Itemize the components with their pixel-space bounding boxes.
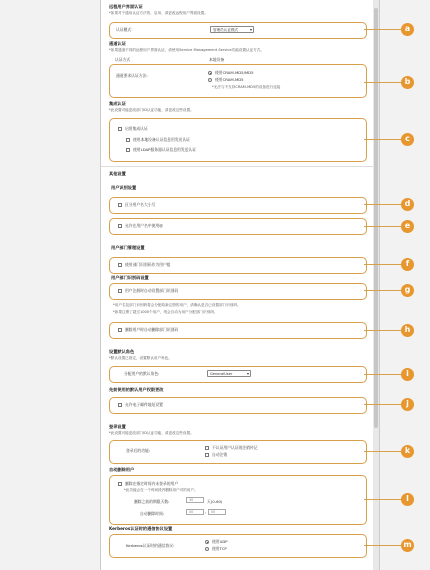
checkbox-allow-at-sign[interactable] bbox=[118, 223, 163, 229]
section-note: *如果通道不同的远程用户界面认证，请使用Service Management Service功能设置认证方式。 bbox=[109, 48, 264, 52]
scrollbar[interactable] bbox=[373, 0, 379, 570]
checkbox-label: 启用集成认证 bbox=[125, 126, 148, 131]
login-function-label: 登录后的功能: bbox=[126, 448, 151, 453]
channel-auth-label: 通道要求认证方法: bbox=[116, 73, 148, 78]
callout-badge-k: k bbox=[401, 445, 414, 458]
radio-label: 使用CRAM-MD5/MD5 bbox=[215, 70, 254, 75]
delete-minute-input[interactable]: 00 bbox=[208, 509, 226, 515]
delete-days-label: 删除之前的期限天数: bbox=[134, 499, 170, 504]
auth-mode-value: 管理员认证模式 bbox=[213, 28, 239, 32]
radio-icon bbox=[208, 78, 212, 82]
checkbox-icon bbox=[118, 328, 122, 332]
checkbox-label: 区分用户名大小写 bbox=[125, 202, 156, 207]
section-title-kerberos: Kerberos认证时的通信协议设置 bbox=[109, 526, 173, 531]
section-title-login: 登录设置 bbox=[109, 424, 126, 429]
checkbox-label: 删除在指定时间内未登录的用户 bbox=[125, 481, 179, 486]
callout-badge-d: d bbox=[401, 198, 414, 211]
section-note: *如果注册了超过1000个用户，则会自动为用户分配部门识别码。 bbox=[113, 310, 218, 314]
group-c bbox=[109, 118, 367, 162]
checkbox-label: 不认证用户认证的注销传记 bbox=[212, 445, 258, 450]
radio-selected-icon bbox=[205, 540, 209, 544]
delete-time-label: 自动删除时间: bbox=[140, 511, 165, 516]
checkbox-email-setting[interactable] bbox=[118, 402, 163, 408]
radio-udp[interactable] bbox=[205, 539, 228, 545]
group-k bbox=[109, 440, 367, 464]
column-local-device: 本地设备 bbox=[209, 57, 225, 62]
checkbox-ldap-auth[interactable] bbox=[126, 147, 196, 153]
radio-label: 使用TCP bbox=[212, 546, 227, 551]
section-title-channel-auth: 通道认证 bbox=[109, 41, 126, 46]
subsection-user-dept: 用户部门管理设置 bbox=[111, 245, 145, 250]
section-title-integrated-auth: 集成认证 bbox=[109, 101, 126, 106]
checkbox-icon bbox=[118, 224, 122, 228]
callout-badge-j: j bbox=[401, 398, 414, 411]
checkbox-icon bbox=[118, 127, 122, 131]
checkbox-label: 允许电子邮件地址设置 bbox=[125, 402, 163, 407]
subsection-user-identification: 用户识别设置 bbox=[111, 185, 137, 190]
checkbox-auto-logout[interactable] bbox=[205, 452, 227, 458]
section-title-default-role: 设置默认角色 bbox=[109, 349, 135, 354]
radio-cram-md5-md5[interactable] bbox=[208, 70, 253, 76]
checkbox-auto-dept-id[interactable] bbox=[118, 288, 178, 294]
group-e bbox=[109, 218, 367, 235]
group-d bbox=[109, 197, 367, 214]
checkbox-icon bbox=[205, 453, 209, 457]
group-l bbox=[109, 475, 367, 525]
checkbox-icon bbox=[118, 203, 122, 207]
section-note: *此设置可能更改部门ID认证功能，请更改这些设置。 bbox=[109, 431, 194, 435]
radio-icon bbox=[205, 547, 209, 551]
group-b bbox=[109, 64, 367, 98]
section-note: *如果对于通用认证方法的，启用、请更改远程用户界面设置。 bbox=[109, 11, 208, 15]
checkbox-case-sensitive[interactable] bbox=[118, 202, 155, 208]
checkbox-label: 删除用户时自动删除部门识别码 bbox=[125, 327, 179, 332]
group-f bbox=[109, 257, 367, 274]
checkbox-icon bbox=[118, 289, 122, 293]
checkbox-label: 使用本地设备认证信息用发送认证 bbox=[133, 137, 190, 142]
callout-badge-b: b bbox=[401, 76, 414, 89]
delete-days-unit: 天(0-60) bbox=[207, 499, 223, 504]
group-j bbox=[109, 397, 367, 414]
default-role-value: GeneralUser bbox=[210, 372, 233, 376]
callout-badge-c: c bbox=[401, 133, 414, 146]
group-h bbox=[109, 322, 367, 339]
section-note: *用户名及部门识别码将会分配给新注册的用户，请确认是否已设置部门识别码。 bbox=[113, 303, 241, 307]
group-g bbox=[109, 283, 367, 300]
subsection-dept-id: 用户部门识别码设置 bbox=[111, 275, 149, 280]
callout-badge-g: g bbox=[401, 284, 414, 297]
checkbox-label: 用户注册时自动设置部门识别码 bbox=[125, 288, 179, 293]
column-auth-method: 认证方式 bbox=[115, 57, 131, 62]
auth-mode-select[interactable] bbox=[210, 26, 254, 33]
divider bbox=[101, 166, 379, 167]
default-role-label: 分配用户的默认角色: bbox=[124, 371, 160, 376]
checkbox-label: 自动注销 bbox=[212, 452, 228, 457]
radio-note: *无法与不支持CRAM-MD5的设备进行连接 bbox=[212, 85, 281, 89]
section-title-auto-delete: 自动删除用户 bbox=[109, 467, 135, 472]
callout-badge-a: a bbox=[401, 23, 414, 36]
checkbox-icon bbox=[126, 138, 130, 142]
section-note: *默认设置已指定，设置默认用户角色。 bbox=[109, 356, 172, 360]
group-a bbox=[109, 22, 367, 39]
settings-panel bbox=[100, 0, 380, 570]
checkbox-icon bbox=[118, 482, 122, 486]
radio-label: 使用CRAM-MD5 bbox=[215, 77, 244, 82]
chevron-down-icon: ▾ bbox=[249, 27, 252, 32]
time-separator: : bbox=[205, 510, 207, 515]
chevron-down-icon: ▾ bbox=[246, 371, 249, 376]
callout-badge-l: l bbox=[401, 493, 414, 506]
checkbox-local-device-auth[interactable] bbox=[126, 137, 190, 143]
kerberos-protocol-label: Kerberos认证时的通信协议: bbox=[126, 543, 175, 548]
delete-hour-input[interactable]: 00 bbox=[186, 509, 204, 515]
checkbox-delete-dept-id[interactable] bbox=[118, 327, 178, 333]
callout-badge-h: h bbox=[401, 324, 414, 337]
checkbox-icon bbox=[118, 403, 122, 407]
checkbox-dept-as-group[interactable] bbox=[118, 262, 171, 268]
group-i bbox=[109, 366, 367, 383]
group-m bbox=[109, 534, 367, 558]
checkbox-icon bbox=[126, 148, 130, 152]
checkbox-logout-record[interactable] bbox=[205, 445, 258, 451]
auth-mode-label: 认证模式： bbox=[116, 27, 135, 32]
radio-label: 使用UDP bbox=[212, 539, 228, 544]
section-note: *此功能会在一个时间段内删除用户对的用户。 bbox=[124, 488, 198, 492]
callout-badge-i: i bbox=[401, 368, 414, 381]
checkbox-icon bbox=[205, 446, 209, 450]
checkbox-icon bbox=[118, 263, 122, 267]
checkbox-label: 使用部门识别码作为用户组 bbox=[125, 262, 171, 267]
callout-badge-m: m bbox=[401, 539, 414, 552]
section-title-other: 其他设置 bbox=[109, 171, 126, 176]
callout-badge-f: f bbox=[401, 258, 414, 271]
section-note: *此设置可能更改部门ID认证功能，请更改这些设置。 bbox=[109, 108, 194, 112]
checkbox-delete-inactive-users[interactable] bbox=[118, 481, 178, 487]
default-role-select[interactable] bbox=[207, 370, 251, 377]
checkbox-enable-integrated-auth[interactable] bbox=[118, 126, 148, 132]
checkbox-label: 允许在用户名中使用@ bbox=[125, 223, 163, 228]
section-title-remote-ui-auth: 远程用户界面认证 bbox=[109, 4, 143, 9]
radio-cram-md5[interactable] bbox=[208, 77, 244, 83]
checkbox-label: 使用LDAP服务器认证信息用发送认证 bbox=[133, 147, 197, 152]
section-title-permission-change: 先前使用的默认用户权限更改 bbox=[109, 387, 164, 392]
radio-tcp[interactable] bbox=[205, 546, 227, 552]
callout-badge-e: e bbox=[401, 220, 414, 233]
scrollbar-thumb[interactable] bbox=[374, 8, 378, 428]
delete-days-input[interactable]: 30 bbox=[186, 497, 204, 503]
radio-selected-icon bbox=[208, 71, 212, 75]
